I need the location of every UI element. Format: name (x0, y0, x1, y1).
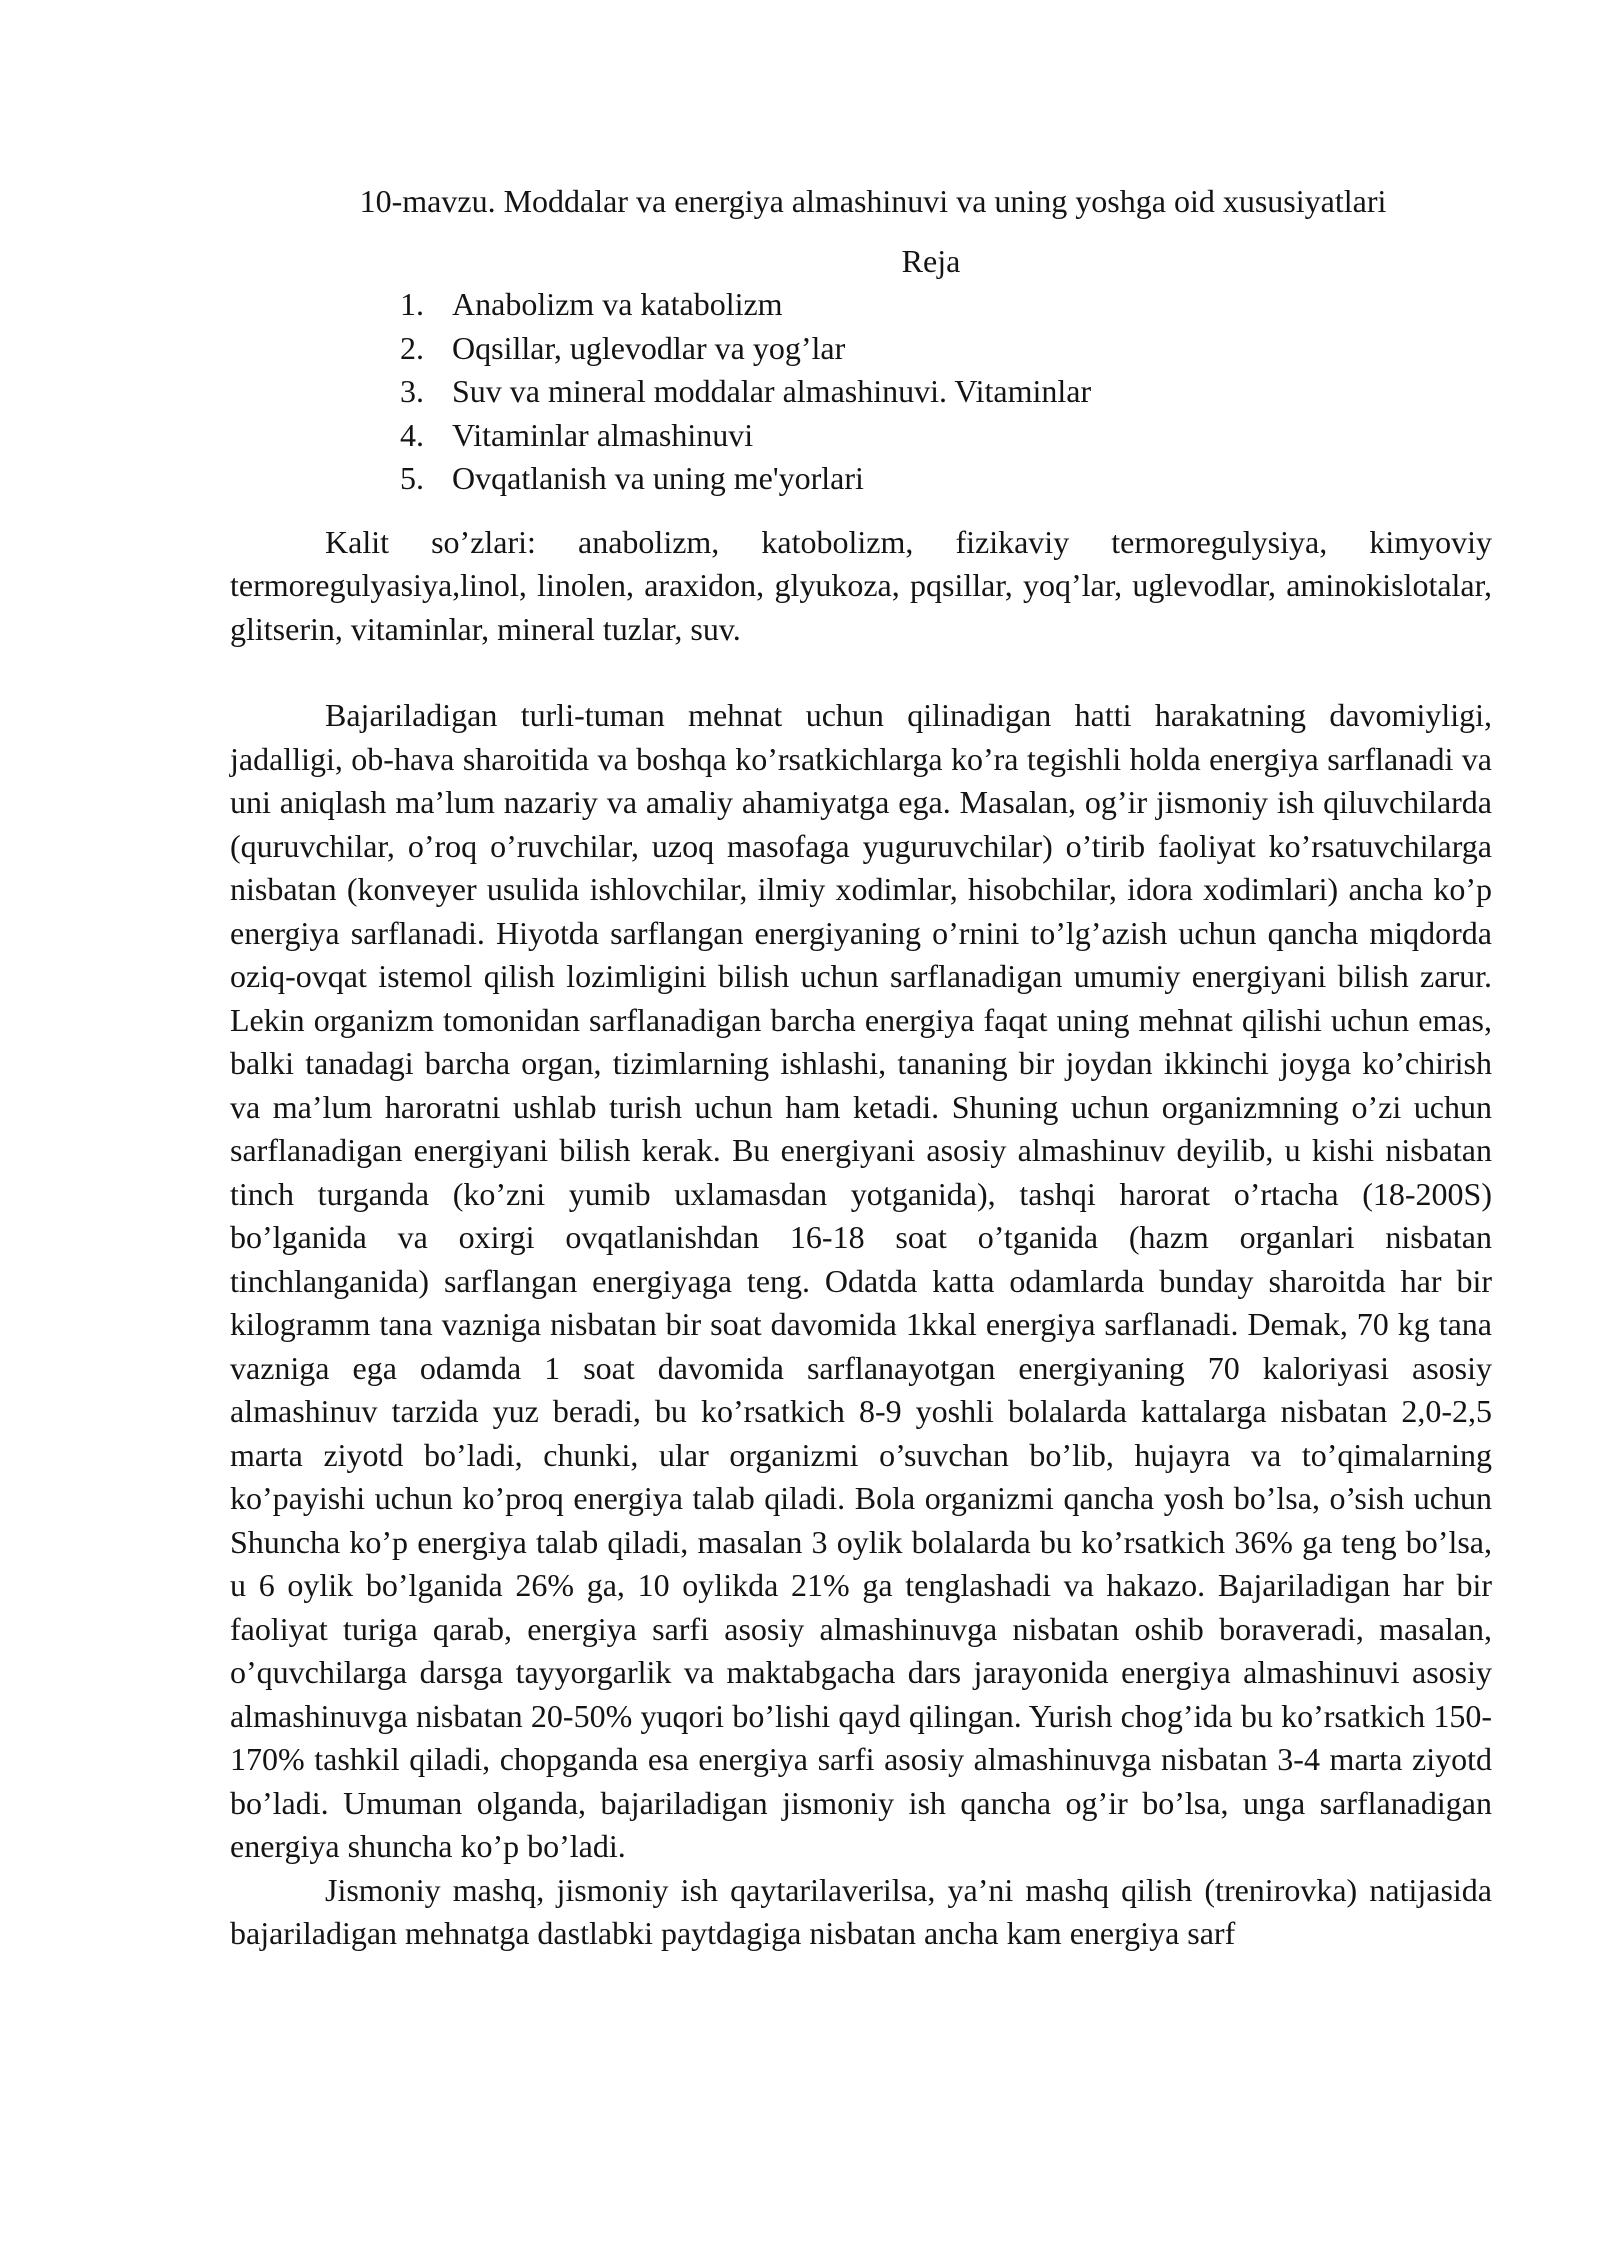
plan-item-text: Vitaminlar almashinuvi (452, 416, 754, 453)
plan-heading: Reja (901, 242, 961, 279)
plan-item-number: 3. (400, 373, 424, 409)
plan-item-number: 5. (400, 460, 424, 496)
body-paragraph-training: Jismoniy mashq, jismoniy ish qaytarilaverilsa, ya’ni mashq qilish (trenirovka) natijasida bajariladigan mehnatga dastlabki paytdagiga nisbatan ancha kam energiya sarf (230, 1871, 1492, 1951)
plan-item-number: 4. (400, 416, 424, 453)
plan-item-number: 2. (400, 329, 424, 366)
document-title: 10-mavzu. Moddalar va energiya almashinuvi va uning yoshga oid xususiyatlari (359, 183, 1387, 219)
keywords-paragraph: Kalit so’zlari: anabolizm, katobolizm, fizikaviy termoregulysiya, kimyoviy termoregulyasiya,linol, linolen, araxidon, glyukoza, pqsillar, yoq’lar, uglevodlar, aminokislotalar, glitserin, vitaminlar, mineral tuzlar, suv. (230, 523, 1492, 647)
plan-item (400, 457, 1492, 501)
plan-item (400, 283, 1492, 327)
plan-item (400, 327, 1492, 371)
plan-item-text: Ovqatlanish va uning me'yorlari (452, 460, 864, 496)
plan-item (400, 370, 1492, 414)
plan-item-text: Anabolizm va katabolizm (452, 286, 783, 322)
plan-item (400, 414, 1492, 458)
plan-item-text: Suv va mineral moddalar almashinuvi. Vitaminlar (452, 373, 1092, 409)
plan-item-text: Oqsillar, uglevodlar va yog’lar (452, 329, 846, 366)
document-page (230, 180, 1492, 1956)
body-paragraph-energy: Bajariladigan turli-tuman mehnat uchun qilinadigan hatti harakatning davomiyligi, jadalligi, ob-hava sharoitida va boshqa ko’rsatkichlarga ko’ra tegishli holda energiya sarflanadi va uni aniqlash ma’lum nazariy va amaliy ahamiyatga ega. Masalan, og’ir jismoniy ish qiluvchilarda (quruvchilar, o’roq o’ruvchilar, uzoq masofaga yuguruvchilar) o’tirib faoliyat ko’rsatuvchilarga nisbatan (konveyer usulida ishlovchilar, ilmiy xodimlar, hisobchilar, idora xodimlari) ancha ko’p energiya sarflanadi. Hiyotda sarflangan energiyaning o’rnini to’lg’azish uchun qancha miqdorda oziq-ovqat istemol qilish lozimligini bilish uchun sarflanadigan umumiy energiyani bilish zarur. Lekin organizm tomonidan sarflanadigan barcha energiya faqat uning mehnat qilishi uchun emas, balki tanadagi barcha organ, tizimlarning ishlashi, tananing bir joydan ikkinchi joyga ko’chirish va ma’lum haroratni ushlab turish uchun ham ketadi. Shuning uchun organizmning o’zi uchun sarflanadigan energiyani bilish kerak. Bu energiyani asosiy almashinuv deyilib, u kishi nisbatan tinch turganda (ko’zni yumib uxlamasdan yotganida), tashqi harorat o’rtacha (18-200S) bo’lganida va oxirgi ovqatlanishdan 16-18 soat o’tganida (hazm organlari nisbatan tinchlanganida) sarflangan energiyaga teng. Odatda katta odamlarda bunday sharoitda har bir kilogramm tana vazniga nisbatan bir soat davomida 1kkal energiya sarflanadi. Demak, 70 kg tana vazniga ega odamda 1 soat davomida sarflanayotgan energiyaning 70 kaloriyasi asosiy almashinuv tarzida yuz beradi, bu ko’rsatkich 8-9 yoshli bolalarda kattalarga nisbatan 2,0-2,5 marta ziyotd bo’ladi, chunki, ular organizmi o’suvchan bo’lib, hujayra va to’qimalarning ko’payishi uchun ko’proq energiya talab qiladi. Bola organizmi qancha yosh bo’lsa, o’sish uchun Shuncha ko’p energiya talab qiladi, masalan 3 oylik bolalarda bu ko’rsatkich 36% ga teng bo’lsa, u 6 oylik bo’lganida 26% ga, 10 oylikda 21% ga tenglashadi va hakazo. Bajariladigan har bir faoliyat turiga qarab, energiya sarfi asosiy almashinuvga nisbatan oshib boraveradi, masalan, o’quvchilarga darsga tayyorgarlik va maktabgacha dars jarayonida energiya almashinuvi asosiy almashinuvga nisbatan 20-50% yuqori bo’lishi qayd qilingan. Yurish chog’ida bu ko’rsatkich 150-170% tashkil qiladi, chopganda esa energiya sarfi asosiy almashinuvga nisbatan 3-4 marta ziyotd bo’ladi. Umuman olganda, bajariladigan jismoniy ish qancha og’ir bo’lsa, unga sarflanadigan energiya shuncha ko’p bo’ladi. (230, 697, 1492, 1864)
plan-list (230, 283, 1492, 501)
plan-item-number: 1. (400, 286, 424, 322)
